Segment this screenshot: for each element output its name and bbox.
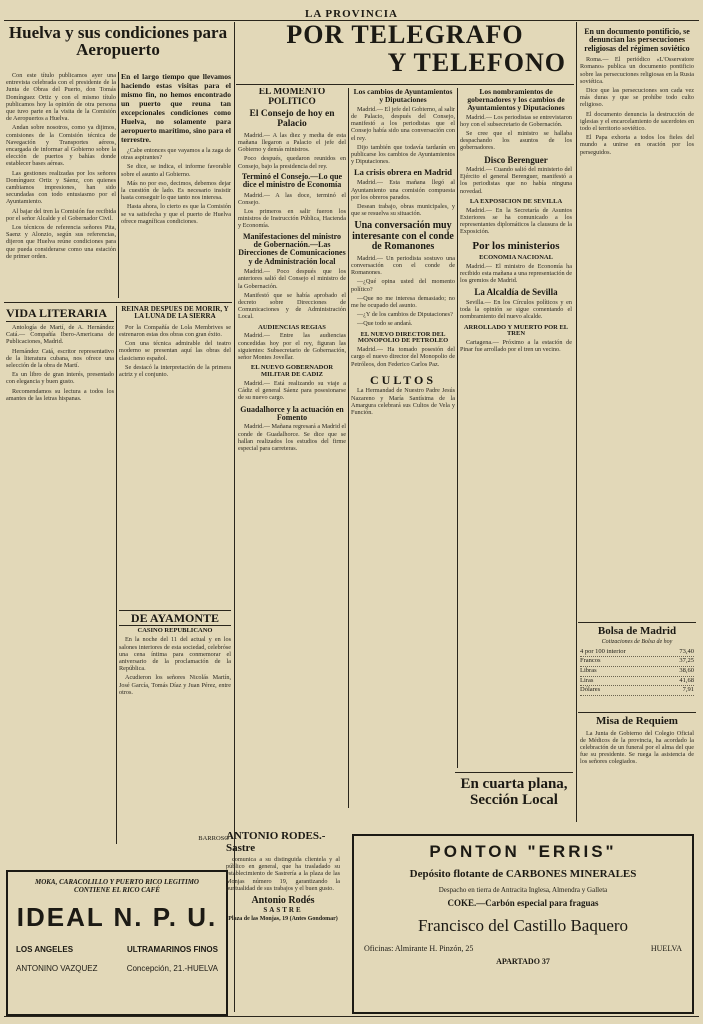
teatro-headline: REINAR DESPUES DE MORIR, Y LA LUNA DE LA SIERRA — [121, 306, 229, 321]
banner-line2: Y TELEFONO — [387, 50, 566, 77]
ponton-address: Oficinas: Almirante H. Pinzón, 25 HUELVA — [364, 944, 682, 953]
tren-body: Cartagena.— Próximo a la estación de Pinar fue arrollado por el tren un vecino. — [460, 339, 572, 354]
ideal-ad-name: IDEAL N. P. U. — [16, 902, 218, 932]
table-row: Dólares 7,91 — [580, 686, 694, 696]
column-rule — [576, 22, 577, 822]
economia-nacional-headline: ECONOMIA NACIONAL — [479, 254, 553, 262]
aeropuerto-headline: Huelva y sus condiciones para Aeropuerto — [8, 24, 228, 59]
petroleo-headline: EL NUEVO DIRECTOR DEL MONOPOLIO DE PETROLEO — [357, 330, 449, 345]
table-row: Libras 38,60 — [580, 667, 694, 677]
economia-nacional-body: Madrid.— El ministro de Economía ha recibido esta mañana a una representación de los gremios de Madrid. — [460, 262, 572, 285]
aeropuerto-body-2: ¿Cabe entonces que vayamos a la zaga de otras aspirantes? Se dice, se indica, el informe favorable sobre el asunto al Gobierno. Más no por eso, decimos, debemos dejar la cuestión de lado. Es necesario insistir hasta conseguir lo que tanto nos interesa. Hasta ahora, lo cierto es que la Comisión se va satisfecha y que el puerto de Huelva ofrece magníficas condiciones. — [121, 147, 231, 225]
seccion-local-box — [455, 772, 573, 821]
sastre-headline: ANTONIO RODES.-Sastre — [226, 830, 326, 854]
alcaldia-sevilla-headline: La Alcaldía de Sevilla — [474, 287, 558, 298]
ideal-ad — [6, 870, 228, 1016]
section-rule — [119, 610, 231, 611]
bolsa-table — [580, 648, 694, 696]
cultos-headline: CULTOS — [369, 372, 437, 387]
banner-rule — [236, 84, 574, 85]
alcaldia-sevilla-body: Sevilla.— En los Círculos políticos y en toda la opinión se sigue comentando el nombramiento del nuevo alcalde. — [460, 298, 572, 321]
tren-headline: ARROLLADO Y MUERTO POR EL TREN — [463, 323, 569, 338]
ponton-ad — [352, 834, 694, 1014]
column-rule — [348, 88, 349, 808]
petroleo-body: Madrid.— Ha tomado posesión del cargo el nuevo director del Monopolio de Petróleos, don Federico Carlos Paz. — [351, 346, 455, 368]
ministerios-headline: Por los ministerios — [472, 239, 560, 252]
politica-column — [238, 88, 346, 808]
ayamonte-body: En la noche del 11 del actual y en los salones interiores de esta sociedad, celebróse una cena íntima para conmemorar el aniversario de la proclamación de la República. Acudieron los señores Nicolás Martín, José García, Tomás Díaz y Juan Pérez, entre otros. — [119, 636, 231, 696]
gobernacion-headline: Manifestaciones del ministro de Gobernación.—Las Direcciones de Comunicaciones y de Administración local — [238, 231, 346, 266]
consejo-body: Madrid.— A las diez y media de esta mañana llegaron a Palacio el jefe del Gobierno y demás ministros. Poco después, quedaron reunidos en Consejo, bajo la presidencia del rey. — [238, 131, 346, 170]
ponton-line1: Depósito flotante de CARBONES MINERALES — [409, 868, 637, 880]
banner-line1: POR TELEGRAFO — [286, 22, 524, 48]
economia-headline: Terminó el Consejo.—Lo que dice el ministro de Economía — [241, 171, 343, 190]
cambios-headline: Los cambios de Ayuntamientos y Diputaciones — [353, 88, 453, 104]
ministerios-column — [460, 88, 572, 768]
section-rule — [4, 302, 232, 303]
bolsa-section — [580, 626, 694, 710]
newspaper-name: LA PROVINCIA — [305, 8, 398, 20]
aeropuerto-lead: En el largo tiempo que llevamos haciendo estas visitas para el mismo fin, no hemos encontrado un puerto que reuna tan excepcionales condiciones como Huelva, no solamente para aeropuerto marítimo, sino para el terrestre. — [121, 72, 231, 144]
gobernador-cadiz-headline: EL NUEVO GOBERNADOR MILITAR DE CADIZ — [250, 364, 334, 379]
vida-literaria-title: VIDA LITERARIA — [6, 306, 114, 322]
footer-rule — [4, 1016, 699, 1017]
guadalhorce-body: Madrid.— Mañana regresará a Madrid el conde de Guadalhorce. Se dice que se hallan realizados los estudios del firme especial para carreteras. — [238, 423, 346, 452]
ayamonte-title: DE AYAMONTE — [119, 612, 231, 626]
seccion-local-line2: Sección Local — [470, 791, 558, 808]
gobernador-cadiz-body: Madrid.— Está realizando su viaje a Cádiz el general Sáenz para posesionarse de su nuevo cargo. — [238, 379, 346, 402]
misa-section — [580, 716, 694, 820]
teatro-body: Por la Compañía de Lola Membrives se estrenaron estas dos obras con gran éxito. Con una técnica admirable del teatro moderno se presentan aquí las obras del clasicismo español. Se destacó la interpretación de la primera actriz y el conjunto. — [119, 323, 231, 378]
sastre-ad — [226, 830, 340, 1016]
table-row: 4 por 100 interior 73,40 — [580, 648, 694, 658]
exposicion-body: Madrid.— En la Secretaría de Asuntos Exteriores se ha comunicado a los representantes diplomáticos la clausura de la Exposición. — [460, 206, 572, 236]
berenguer-body: Madrid.— Cuando salió del ministerio del Ejército el general Berenguer, manifestó a los periodistas que no había ninguna novedad. — [460, 166, 572, 195]
exposicion-headline: LA EXPOSICION DE SEVILLA — [469, 197, 563, 205]
crisis-headline: La crisis obrera en Madrid — [353, 167, 453, 178]
cambios-body: Madrid.— El jefe del Gobierno, al salir de Palacio, después del Consejo, manifestó a los periodistas que el Consejo había sido una conversación con el rey. Dijo también que todavía tardarán en publicarse los cambios de Ayuntamientos y Diputaciones. — [351, 105, 455, 166]
header-rule — [4, 20, 699, 21]
consejo-headline: El Consejo de hoy en Palacio — [249, 108, 335, 129]
guadalhorce-headline: Guadalhorce y la actuación en Fomento — [240, 404, 344, 422]
table-row: Liras 41,68 — [580, 677, 694, 687]
misa-body: La Junta de Gobierno del Colegio Oficial de Médicos de la provincia, ha acordado la celebración de un funeral por el alma del que fue su presidente. Se ruega la asistencia de los señores colegiados. — [580, 729, 694, 766]
cultos-body: La Hermandad de Nuestro Padre Jesús Nazareno y María Santísima de la Amargura celebrará sus Cultos de Vela y Función. — [351, 387, 455, 417]
soviet-article — [580, 28, 694, 612]
romanones-body: Madrid.— Un periodista sostuvo una conversación con el conde de Romanones. —¿Qué opina usted del momento político? —Que no me interesa demasiado; no me he ocupado del asunto. —¿Y de los cambios de Diputaciones? —Que todo se andará. — [351, 254, 455, 328]
vida-literaria-body: Antología de Martí, de A. Hernández Catá.— Compañía Ibero-Americana de Publicaciones, Madrid. Hernández Catá, escritor representativo de la literatura cubana, nos ofrece una selección de la obra de Martí. Es un libro de gran interés, presentado con elegancia y buen gusto. Recomendamos su lectura a todos los amantes de las letras hispanas. — [6, 324, 114, 402]
ayamonte-sub: CASINO REPUBLICANO — [137, 626, 213, 634]
gobernacion-body: Madrid.— Poco después que los anteriores salió del Consejo el ministro de la Gobernación. Manifestó que se había aprobado el decreto sobre Direcciones de Comunicaciones y de Administración Local. — [238, 268, 346, 321]
ponton-owner: Francisco del Castillo Baquero — [417, 916, 629, 935]
column-rule — [457, 88, 458, 768]
sastre-role: SASTRE — [263, 905, 303, 914]
seccion-local-line1: En cuarta plana, — [460, 776, 568, 792]
politica-kicker: EL MOMENTO POLITICO — [258, 88, 326, 107]
teatro-article — [119, 306, 231, 606]
ideal-ad-owner: ANTONINO VAZQUEZ Concepción, 21.-HUELVA — [16, 964, 218, 973]
romanones-headline: Una conversación muy interesante con el conde de Romanones — [352, 220, 454, 253]
ponton-title: PONTON "ERRIS" — [429, 842, 617, 861]
aeropuerto-body: Con este título publicamos ayer una entrevista celebrada con el presidente de la Junta de Obras del Puerto, don Tomás Domínguez Ortiz y con el mismo título publicamos hoy la opinión de otra persona que tuvo parte en la visita de la Comisión de Aeropuertos a Huelva. Andan sobre nosotros, como ya dijimos, comisiones de la Comisión técnica de Navegación y Transportes aéreos, encargada de informar al Gobierno sobre la elección de puertos y bahías donde establecer bases aéreas. Las gestiones realizadas por los señores Domínguez Ortiz y Sáenz, con quienes cambiamos impresiones, han sido secundadas con todo entusiasmo por el Ayuntamiento. Al bajar del tren la Comisión fue recibida por el señor Alcalde y el Gobernador Civil. Los técnicos de referencia señores Pita, Saenz y Alonzio, según sus referencias, dijeron que Huelva reúne condiciones para que pueda considerarse como una estación de primer orden. — [6, 72, 116, 260]
sastre-name: Antonio Rodés — [251, 895, 315, 907]
section-rule — [578, 622, 696, 623]
section-rule — [578, 712, 696, 713]
ponton-box: APARTADO 37 — [496, 957, 550, 966]
column-rule — [116, 306, 117, 844]
aeropuerto-col2 — [121, 72, 231, 298]
ayuntamientos-column — [351, 88, 455, 828]
ideal-ad-line1: MOKA, CARACOLILLO Y PUERTO RICO LEGITIMO — [34, 878, 199, 886]
column-rule — [118, 72, 119, 298]
bolsa-subtitle: Cotizaciones de Bolsa de hoy — [601, 638, 673, 645]
misa-title: Misa de Requiem — [596, 716, 678, 727]
ayamonte-article — [119, 612, 231, 844]
audiencias-headline: AUDIENCIAS REGIAS — [258, 323, 326, 331]
ideal-ad-line3: LOS ANGELES ULTRAMARINOS FINOS — [16, 945, 218, 954]
audiencias-body: Madrid.— Entre las audiencias concedidas hoy por el rey, figuran las siguientes: Subsecretario de Gobernación, señor Montes Jovellar. — [238, 332, 346, 362]
sastre-body: comunica a su distinguida clientela y al público en general, que ha trasladado su establecimiento de Sastrería a la plaza de las Monjas número 19, garantizando la puntualidad de sus trabajos y el buen gusto. — [226, 856, 340, 892]
berenguer-headline: Disco Berenguer — [484, 154, 548, 165]
gobernadores-body: Madrid.— Los periodistas se entrevistaron hoy con el subsecretario de Gobernación. Se cree que el ministro se hallaba despachando los asuntos de los gobernadores. — [460, 113, 572, 152]
gobernadores-headline: Los nombramientos de gobernadores y los cambios de Ayuntamientos y Diputaciones — [467, 88, 565, 112]
soviet-headline: En un documento pontificio, se denuncian las persecuciones religiosas del régimen soviético — [584, 28, 690, 53]
article-signature: BARROSO — [198, 835, 229, 842]
ponton-line2: Despacho en tierra de Antracita Inglesa, Almendra y Galleta — [438, 886, 608, 894]
vida-literaria — [6, 306, 114, 844]
bolsa-title: Bolsa de Madrid — [597, 626, 677, 637]
economia-body: Madrid.— A las doce, terminó el Consejo. Los primeros en salir fueron los ministros de Instrucción Pública, Hacienda y Economía. — [238, 191, 346, 230]
table-row: Francos 37,25 — [580, 657, 694, 667]
soviet-body: Roma.— El periódico «L'Osservatore Romano» publica un documento pontificio sobre las persecuciones religiosas en la Rusia soviética. Dice que las persecuciones son cada vez más duras y que se prohíbe todo culto religioso. El documento denuncia la destrucción de iglesias y el encarcelamiento de sacerdotes en todo el territorio soviético. El Papa exhorta a todos los fieles del mundo a unirse en oración por los perseguidos. — [580, 56, 694, 156]
crisis-body: Madrid.— Esta mañana llegó al Ayuntamiento una comisión compuesta por los obreros parados. Desean trabajo, obras municipales, y que se resuelva su situación. — [351, 179, 455, 218]
ponton-line3: COKE.—Carbón especial para fraguas — [447, 898, 599, 908]
sastre-address: Plaza de las Monjas, 19 (Antes Gondomar) — [228, 915, 338, 922]
ideal-ad-line2: CONTIENE EL RICO CAFÉ — [74, 886, 160, 894]
